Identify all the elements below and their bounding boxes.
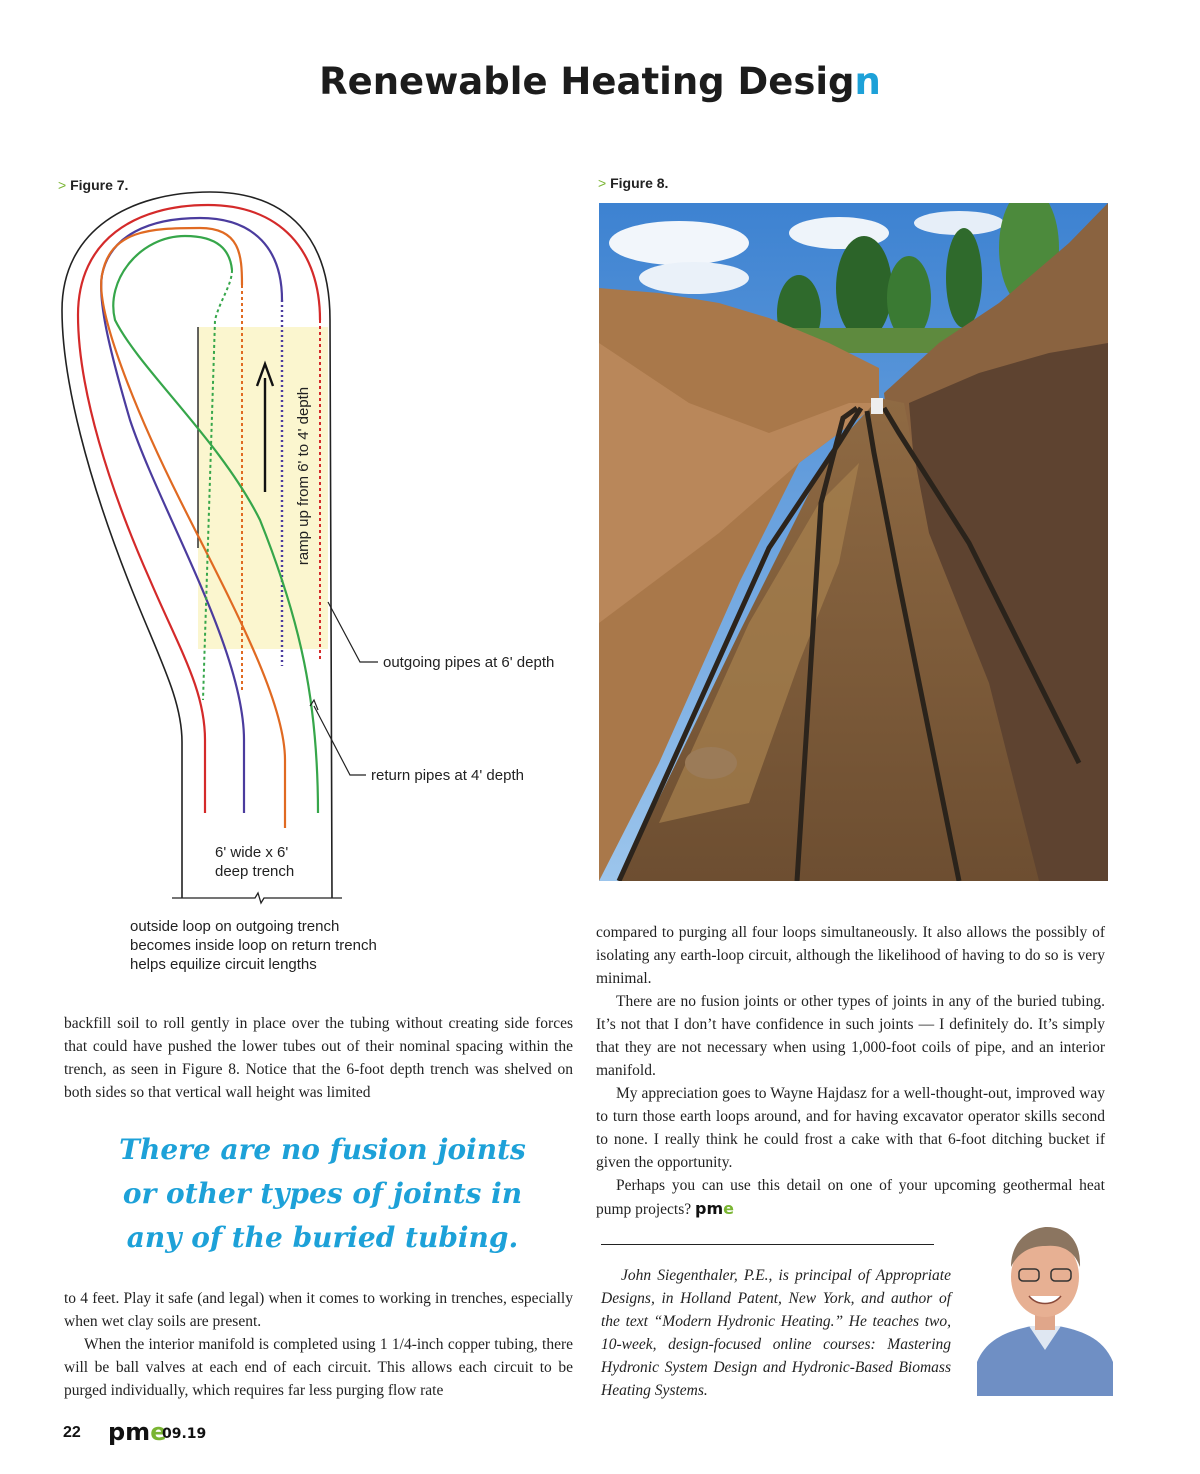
- cloud: [639, 262, 749, 294]
- page-number: 22: [63, 1424, 81, 1441]
- trench-photo: [599, 203, 1108, 881]
- outgoing-leader-line: [328, 602, 378, 662]
- tree: [946, 228, 982, 328]
- trench-size-label: 6' wide x 6' deep trench: [215, 844, 295, 880]
- return-leader-line: [314, 706, 366, 775]
- chevron-right-icon: >: [58, 177, 67, 193]
- bio-divider: [601, 1244, 934, 1245]
- chevron-right-icon: >: [598, 175, 607, 191]
- pipe-marker: [871, 398, 883, 414]
- left-column-text-bottom: to 4 feet. Play it safe (and legal) when it comes to working in trenches, especially when wet clay soils are present. When the interior manifold is completed using 1 1/4-inch copper tubing, there will be ball valves at each end of each circuit. This allows each circuit to be purged individually, which requires far less purging flow rate: [64, 1290, 573, 1399]
- tree: [836, 236, 892, 340]
- pull-quote: There are no fusion joints or other types of joints in any of the buried tubing.: [119, 1133, 526, 1254]
- ramp-label: ramp up from 6' to 4' depth: [295, 386, 312, 566]
- end-mark-logo: pme: [695, 1199, 734, 1218]
- figure-7-caption: outside loop on outgoing trench becomes inside loop on return trench helps equilize circuit lengths: [130, 918, 377, 973]
- issue-date: 09.19: [162, 1426, 207, 1442]
- return-pipes-label: return pipes at 4' depth: [371, 767, 524, 784]
- figure-8-label: > Figure 8.: [598, 175, 669, 191]
- author-photo: [977, 1222, 1113, 1396]
- outgoing-pipes-label: outgoing pipes at 6' depth: [383, 654, 555, 671]
- rock: [685, 747, 737, 779]
- author-bio: John Siegenthaler, P.E., is principal of Appropriate Designs, in Holland Patent, New York, and author of the text “Modern Hydronic Heating.” He teaches two, 10-week, design-focused online courses: Mastering Hydronic System Design and Hydronic-Based Biomass Heating Systems.: [601, 1267, 951, 1399]
- cloud: [609, 221, 749, 265]
- figure-7-label: > Figure 7.: [58, 177, 129, 193]
- scale-line: [172, 893, 342, 903]
- page-title: Renewable Heating Design: [319, 60, 881, 103]
- right-column-text: compared to purging all four loops simultaneously. It also allows the possibly of isolating any earth-loop circuit, although the likelihood of having to do so is very minimal. There are no fusion joints or other types of joints in any of the buried tubing. It’s not that I don’t have confidence in such joints — I definitely do. It’s simply that they are not necessary when using 1,000-foot coils of pipe, and an interior manifold. My appreciation goes to Wayne Hajdasz for a well-thought-out, improved way to turn those earth loops around, and for having excavator operator skills second to none. I really think he could frost a cake with that 6-foot ditching bucket if given the opportunity. Perhaps you can use this detail on one of your upcoming geothermal heat pump projects? pme: [596, 924, 1105, 1218]
- tree: [887, 256, 931, 340]
- magazine-logo: pme: [108, 1418, 167, 1446]
- left-column-text-top: backfill soil to roll gently in place over the tubing without creating side forces that could have pushed the lower tubes out of their nominal spacing within the trench, as seen in Figure 8. Notice that the 6-foot depth trench was shelved on both sides so that vertical wall height was limited: [64, 1015, 573, 1101]
